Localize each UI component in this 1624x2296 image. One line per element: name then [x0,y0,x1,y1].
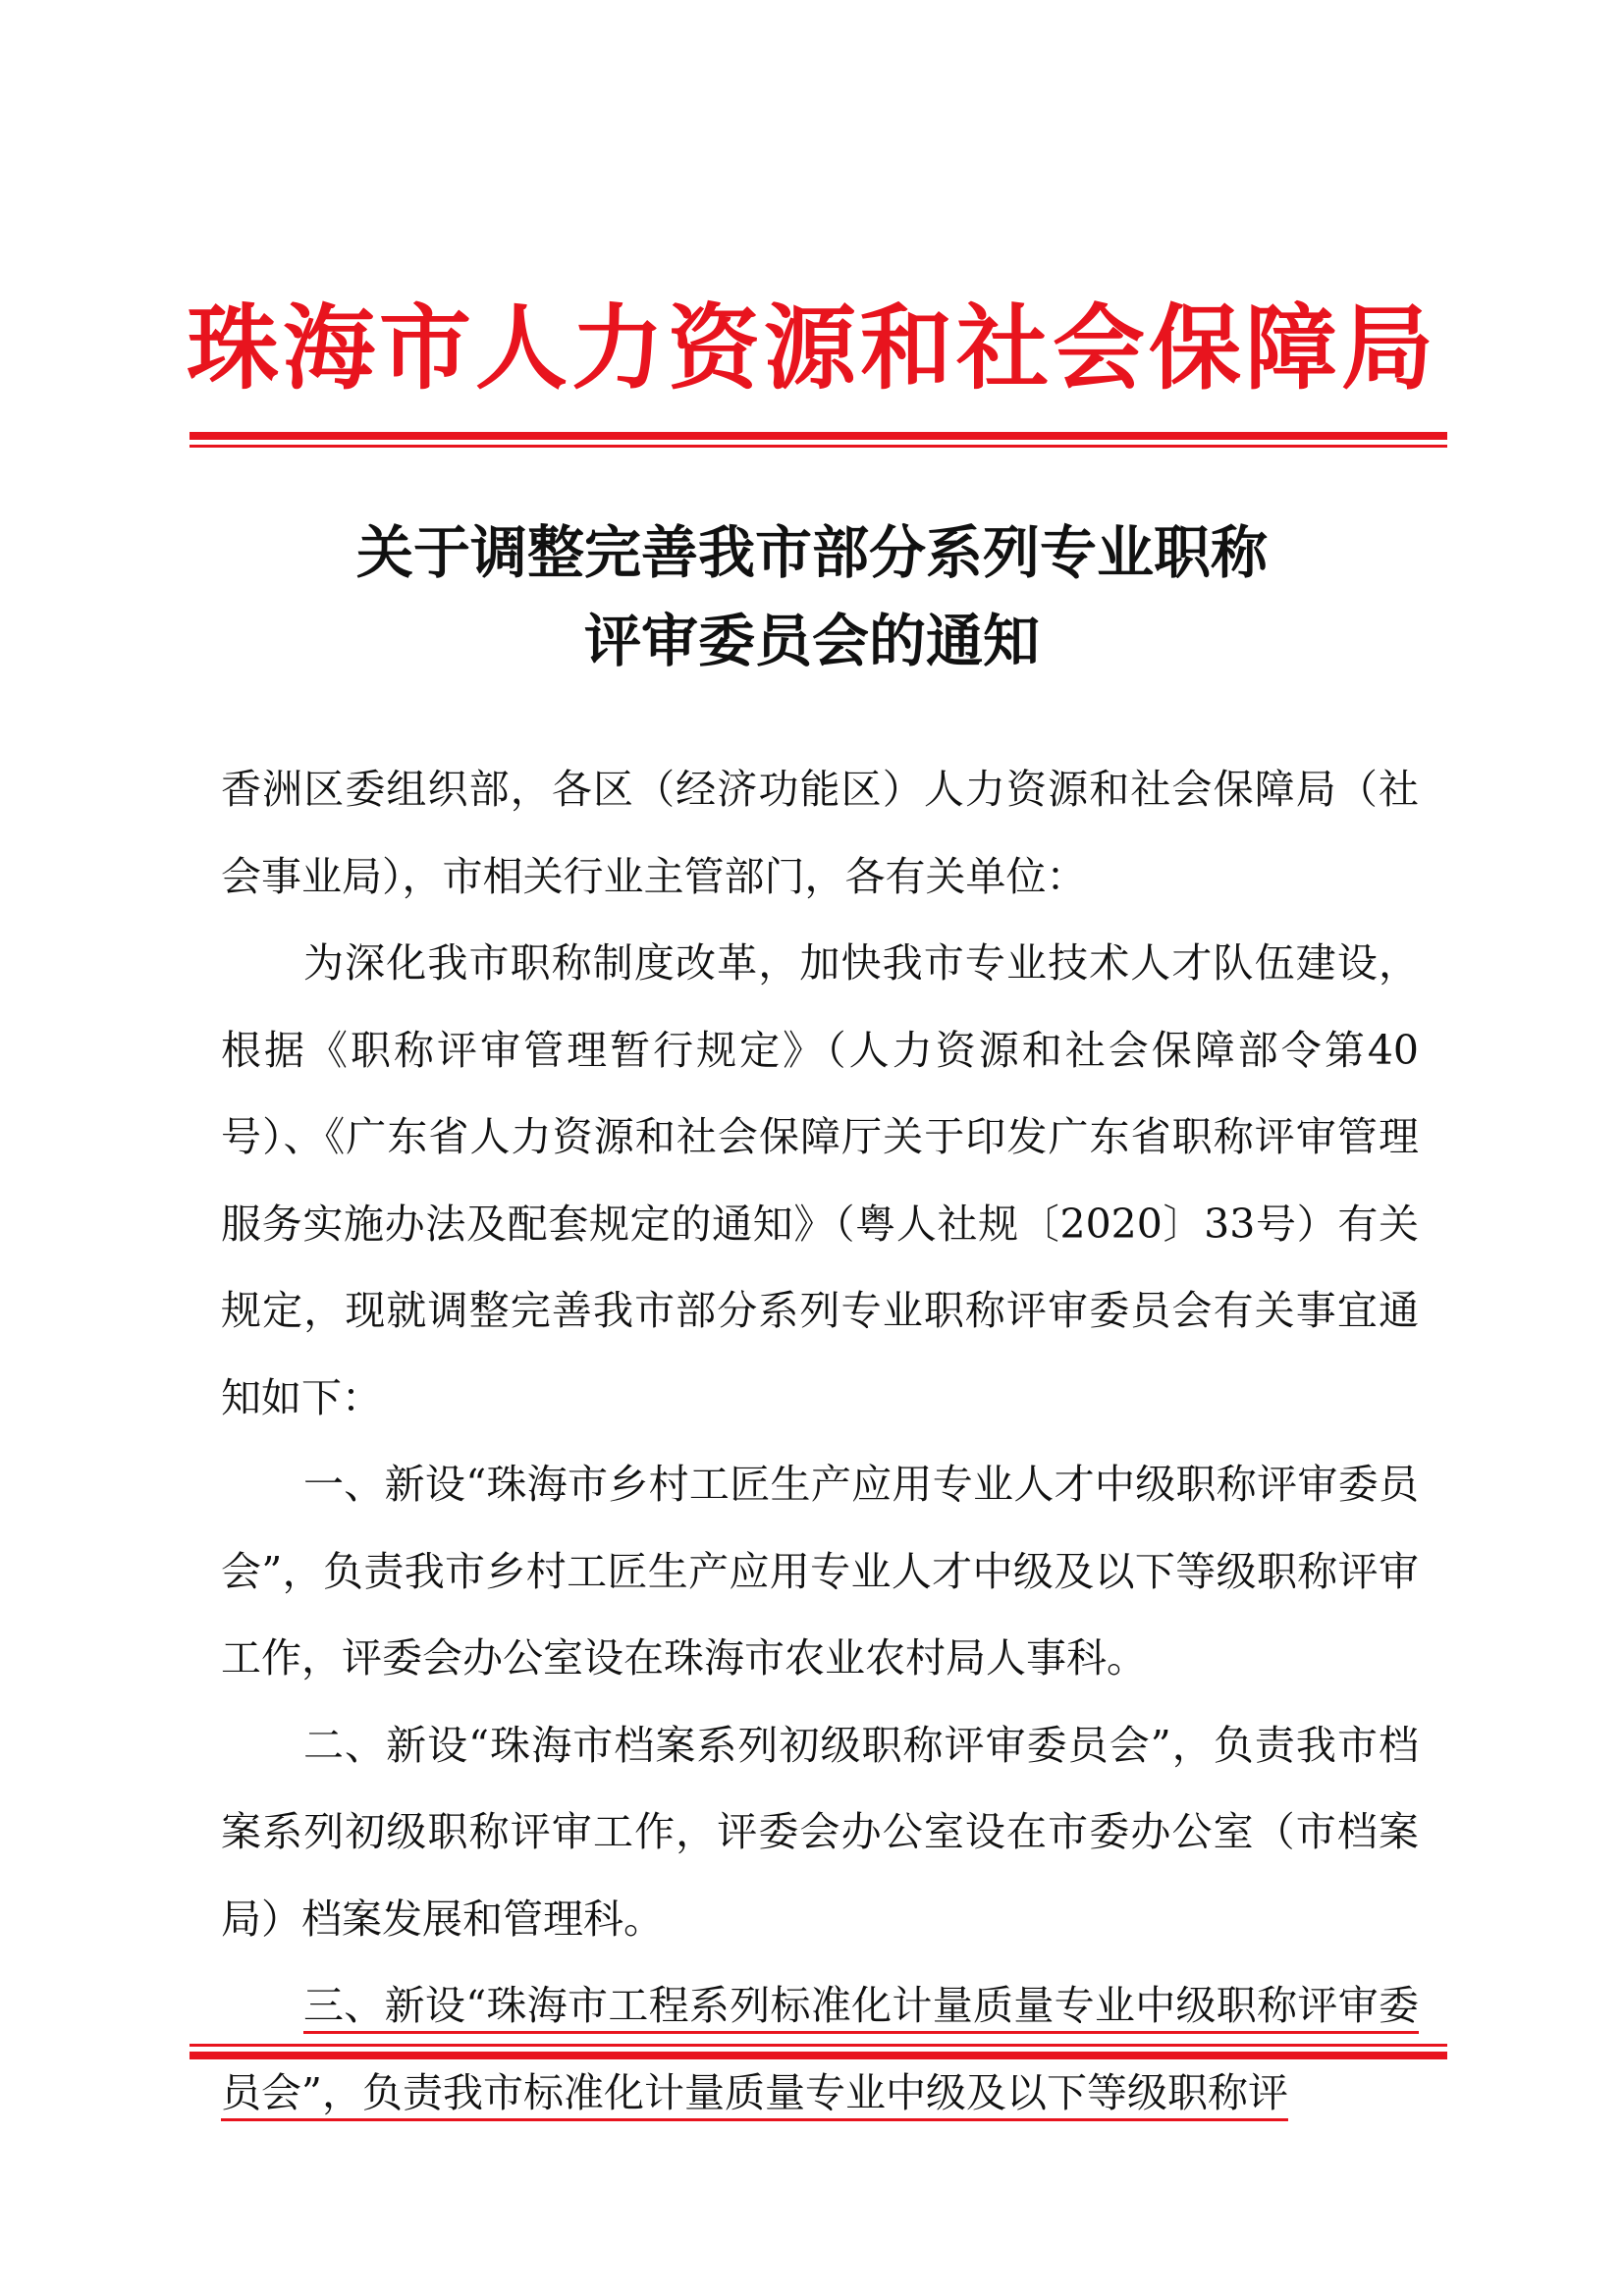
paragraph-item-2: 二、新设“珠海市档案系列初级职称评审委员会”，负责我市档案系列初级职称评审工作，评委会办公室设在市委办公室（市档案局）档案发展和管理科。 [221,1721,1419,1943]
red-rule-thick [189,432,1447,440]
letterhead-red-rule [189,432,1447,448]
document-title [0,508,1624,685]
paragraph-intro: 为深化我市职称制度改革，加快我市专业技术人才队伍建设，根据《职称评审管理暂行规定》（人力资源和社会保障部令第40号）、《广东省人力资源和社会保障厅关于印发广东省职称评审管理服务实施办法及配套规定的通知》（粤人社规〔2020〕33号）有关规定，现就调整完善我市部分系列专业职称评审委员会有关事宜通知如下： [221,939,1419,1421]
title-line-1: 关于调整完善我市部分系列专业职称 [355,519,1268,586]
footer-red-rule [189,2044,1447,2059]
red-rule-thin [189,445,1447,448]
paragraph-item-3-text: 三、新设“珠海市工程系列标准化计量质量专业中级职称评审委员会”，负责我市标准化计量质量专业中级及以下等级职称评 [221,1982,1419,2116]
red-rule-thin [189,2044,1447,2047]
letterhead-org-name: 珠海市人力资源和社会保障局 [186,294,1437,402]
document-body [221,746,1419,2136]
red-rule-thick [189,2052,1447,2059]
addressee: 香洲区委组织部，各区（经济功能区）人力资源和社会保障局（社会事业局），市相关行业主管部门，各有关单位： [221,766,1419,900]
title-line-2: 评审委员会的通知 [583,608,1040,674]
paragraph-item-1: 一、新设“珠海市乡村工匠生产应用专业人才中级职称评审委员会”，负责我市乡村工匠生产应用专业人才中级及以下等级职称评审工作，评委会办公室设在珠海市农业农村局人事科。 [221,1461,1419,1682]
